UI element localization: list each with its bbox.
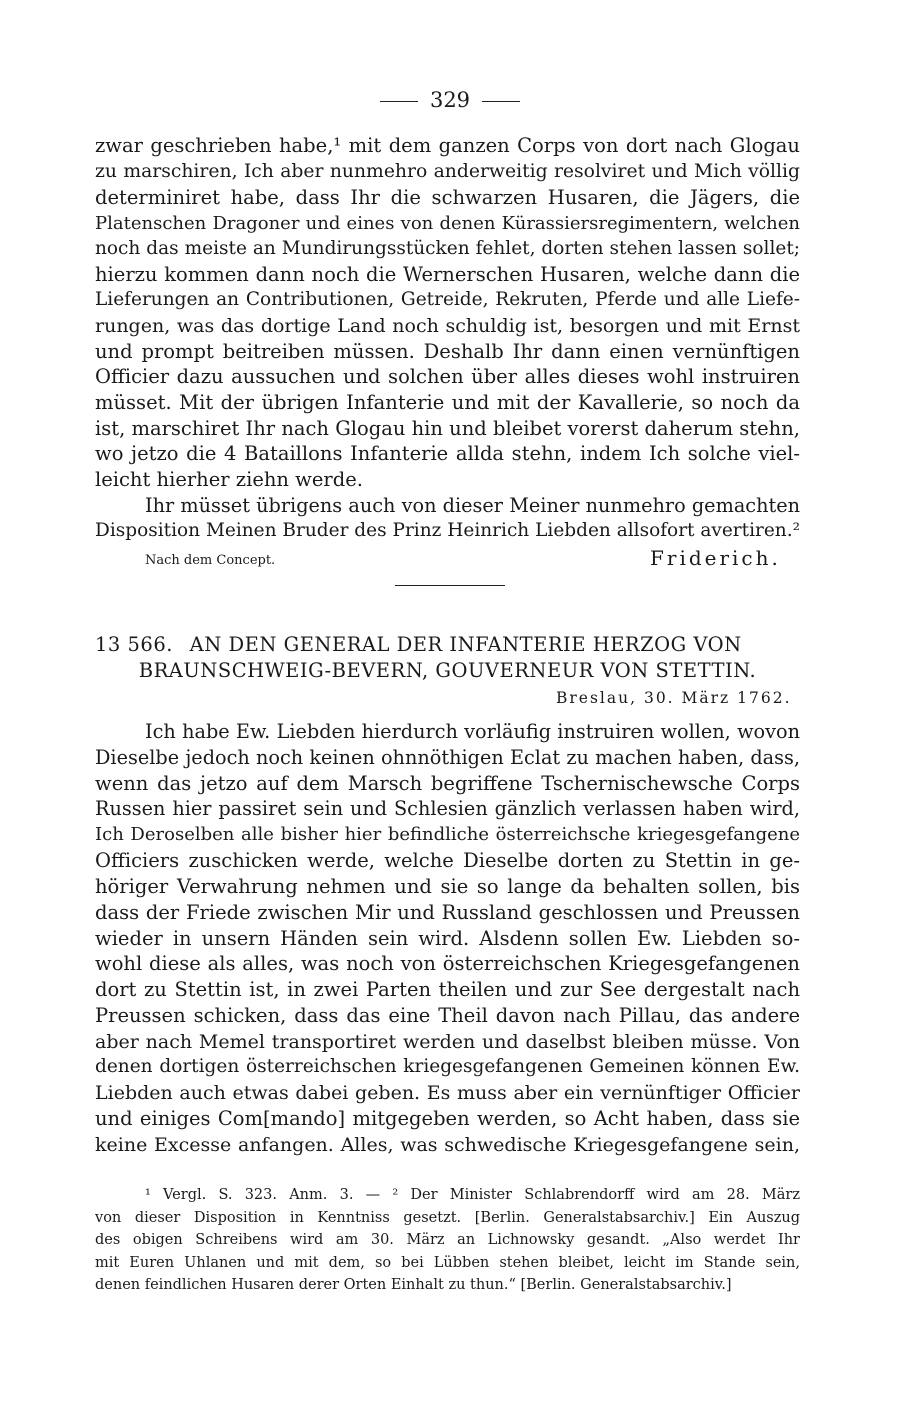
letter2-line: Ich Deroselben alle bisher hier befindliche österreichsche kriegesgefangene: [95, 824, 800, 845]
letter2-heading-line2: BRAUNSCHWEIG-BEVERN, GOUVERNEUR VON STETTIN.: [138, 659, 757, 682]
letter2-line: höriger Verwahrung nehmen und sie so lange da behalten sollen, bis: [95, 875, 800, 898]
letter1-line: müsset. Mit der übrigen Infanterie und mit der Kavallerie, so noch da: [95, 391, 800, 414]
letter2-line: Preussen schicken, dass das eine Theil davon nach Pillau, das andere: [95, 1004, 800, 1027]
signature: Friderich.: [650, 546, 781, 570]
letter1-line: Disposition Meinen Bruder des Prinz Heinrich Liebden allsofort avertiren.²: [95, 520, 800, 541]
letter1-line: hierzu kommen dann noch die Wernerschen Husaren, welche dann die: [95, 263, 800, 286]
page-number-header: [0, 88, 900, 112]
letter2-line: und einiges Com[mando] mitgegeben werden, so Acht haben, dass sie: [95, 1107, 800, 1130]
footnote-line: ¹ Vergl. S. 323. Anm. 3. — ² Der Minister Schlabrendorff wird am 28. März: [145, 1187, 800, 1203]
letter2-line: denen dortigen österreichschen kriegesgefangenen Gemeinen können Ew.: [95, 1056, 800, 1077]
letter2-line: Officiers zuschicken werde, welche Dieselbe dorten zu Stettin in ge-: [95, 849, 800, 872]
letter1-line: und prompt beitreiben müssen. Deshalb Ihr dann einen vernünftigen: [95, 340, 800, 363]
source-note: Nach dem Concept.: [145, 553, 276, 568]
letter1-line: rungen, was das dortige Land noch schuldig ist, besorgen und mit Ernst: [95, 315, 800, 337]
letter2-line: keine Excesse anfangen. Alles, was schwedische Kriegesgefangene sein,: [95, 1134, 800, 1156]
letter1-line: Lieferungen an Contributionen, Getreide, Rekruten, Pferde und alle Liefe-: [95, 289, 800, 310]
section-divider: [395, 585, 505, 586]
letter2-line: wieder in unsern Händen sein wird. Alsdenn sollen Ew. Liebden so-: [95, 927, 800, 950]
letter1-line: leicht hierher ziehn werde.: [95, 468, 363, 491]
letter1-line: zu marschiren, Ich aber nunmehro anderweitig resolviret und Mich völlig: [95, 161, 800, 182]
letter1-line: zwar geschrieben habe,¹ mit dem ganzen Corps von dort nach Glogau: [95, 134, 800, 157]
place-date: Breslau, 30. März 1762.: [556, 689, 792, 707]
letter1-line: determiniret habe, dass Ihr die schwarzen Husaren, die Jägers, die: [95, 186, 800, 209]
letter2-line: Ich habe Ew. Liebden hierdurch vorläufig instruiren wollen, wovon: [145, 720, 800, 743]
letter2-line: wenn das jetzo auf dem Marsch begriffene Tschernischewsche Corps: [95, 772, 800, 795]
letter2-line: aber nach Memel transportiret werden und daselbst bleiben müsse. Von: [95, 1031, 800, 1053]
footnote-line: des obigen Schreibens wird am 30. März an Lichnowsky gesandt. „Also werdet Ihr: [95, 1232, 800, 1248]
header-dash-left: [380, 101, 418, 102]
footnote-line: denen feindlichen Husaren derer Orten Einhalt zu thun.“ [Berlin. Generalstabsarchiv.]: [95, 1277, 732, 1293]
letter-number: 13 566.: [95, 633, 173, 656]
footnote-line: von dieser Disposition in Kenntniss gesetzt. [Berlin. Generalstabsarchiv.] Ein Auszug: [95, 1210, 800, 1226]
letter1-line: Officier dazu aussuchen und solchen über alles dieses wohl instruiren: [95, 365, 800, 388]
letter2-line: dass der Friede zwischen Mir und Russland geschlossen und Preussen: [95, 901, 800, 924]
letter2-line: Russen hier passiret sein und Schlesien gänzlich verlassen haben wird,: [95, 797, 800, 820]
letter2-line: Dieselbe jedoch noch keinen ohnnöthigen Eclat zu machen haben, dass,: [95, 746, 800, 769]
header-dash-right: [482, 101, 520, 102]
letter2-line: dort zu Stettin ist, in zwei Parten theilen und zur See dergestalt nach: [95, 978, 800, 1001]
letter2-heading-line1: [95, 633, 800, 656]
letter1-line: noch das meiste an Mundirungsstücken fehlet, dorten stehen lassen sollet;: [95, 238, 800, 259]
footnote-line: mit Euren Uhlanen und mit dem, so bei Lübben stehen bleibet, leicht im Stande sein,: [95, 1255, 800, 1271]
letter1-line: ist, marschiret Ihr nach Glogau hin und bleibet vorerst daherum stehn,: [95, 417, 800, 440]
page-number: 329: [429, 88, 471, 112]
letter2-line: Liebden auch etwas dabei geben. Es muss aber ein vernünftiger Officier: [95, 1082, 800, 1104]
letter1-line: Platenschen Dragoner und eines von denen Kürassiersregimentern, welchen: [95, 213, 800, 234]
letter2-heading-text1: AN DEN GENERAL DER INFANTERIE HERZOG VON: [189, 633, 742, 656]
letter2-line: wohl diese als alles, was noch von österreichschen Kriegesgefangenen: [95, 952, 800, 975]
letter1-line: wo jetzo die 4 Bataillons Infanterie allda stehn, indem Ich solche viel-: [95, 442, 800, 465]
letter1-line: Ihr müsset übrigens auch von dieser Meiner nunmehro gemachten: [145, 494, 800, 517]
